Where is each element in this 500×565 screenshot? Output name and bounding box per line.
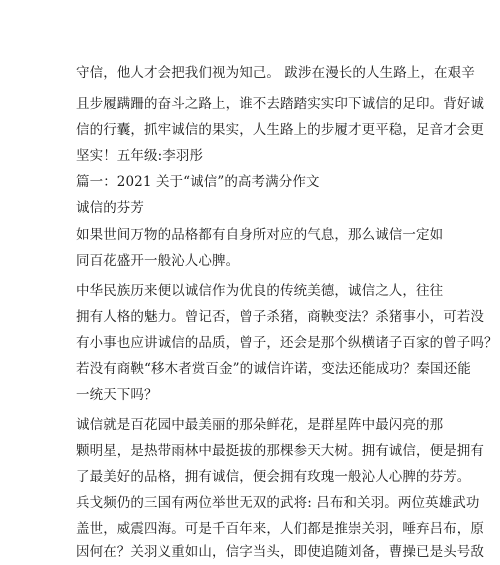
text-line: 诚信就是百花园中最美丽的那朵鲜花，是群星阵中最闪亮的那 <box>76 417 444 433</box>
text-line: 坚实！五年级:李羽彤 <box>76 148 204 164</box>
section-heading: 篇一：2021 关于“诚信”的高考满分作文 <box>76 174 320 190</box>
text-line: 若没有商鞅“移木者赏百金”的诚信许诺，变法还能成功？秦国还能 <box>76 361 471 377</box>
text-line: 中华民族历来便以诚信作为优良的传统美德，诚信之人，往往 <box>76 283 444 299</box>
text-line: 且步履蹒跚的奋斗之路上，谁不去踏踏实实印下诚信的足印。背好诚 <box>76 96 484 112</box>
text-line: 因何在？关羽义重如山，信字当头，即使追随刘备，曹操已是头号敌 <box>76 544 484 560</box>
text-line: 信的行囊，抓牢诚信的果实，人生路上的步履才更平稳，足音才会更 <box>76 122 484 138</box>
text-line: 如果世间万物的品格都有自身所对应的气息，那么诚信一定如 <box>76 227 444 243</box>
text-line: 守信，他人才会把我们视为知己。 跋涉在漫长的人生路上，在艰辛 <box>76 65 475 81</box>
text-line: 拥有人格的魅力。曾记否，曾子杀猪，商鞅变法？杀猪事小，可若没 <box>76 309 484 325</box>
text-line: 同百花盛开一般沁人心脾。 <box>76 253 240 269</box>
text-line: 一统天下吗？ <box>76 387 158 403</box>
text-line: 盖世，威震四海。可是千百年来，人们都是推崇关羽，唾弃吕布，原 <box>76 521 484 537</box>
text-line: 有小事也应讲诚信的品质，曾子，还会是那个纵横诸子百家的曾子吗？ <box>76 335 498 351</box>
text-line: 兵戈频仍的三国有两位举世无双的武将: 吕布和关羽。两位英雄武功 <box>76 495 480 511</box>
text-line: 颗明星，是热带雨林中最挺拔的那棵参天大树。拥有诚信，便是拥有 <box>76 443 484 459</box>
article-title: 诚信的芬芳 <box>76 200 144 216</box>
text-line: 了最美好的品格，拥有诚信，便会拥有玫瑰一般沁人心脾的芬芳。 <box>76 469 471 485</box>
